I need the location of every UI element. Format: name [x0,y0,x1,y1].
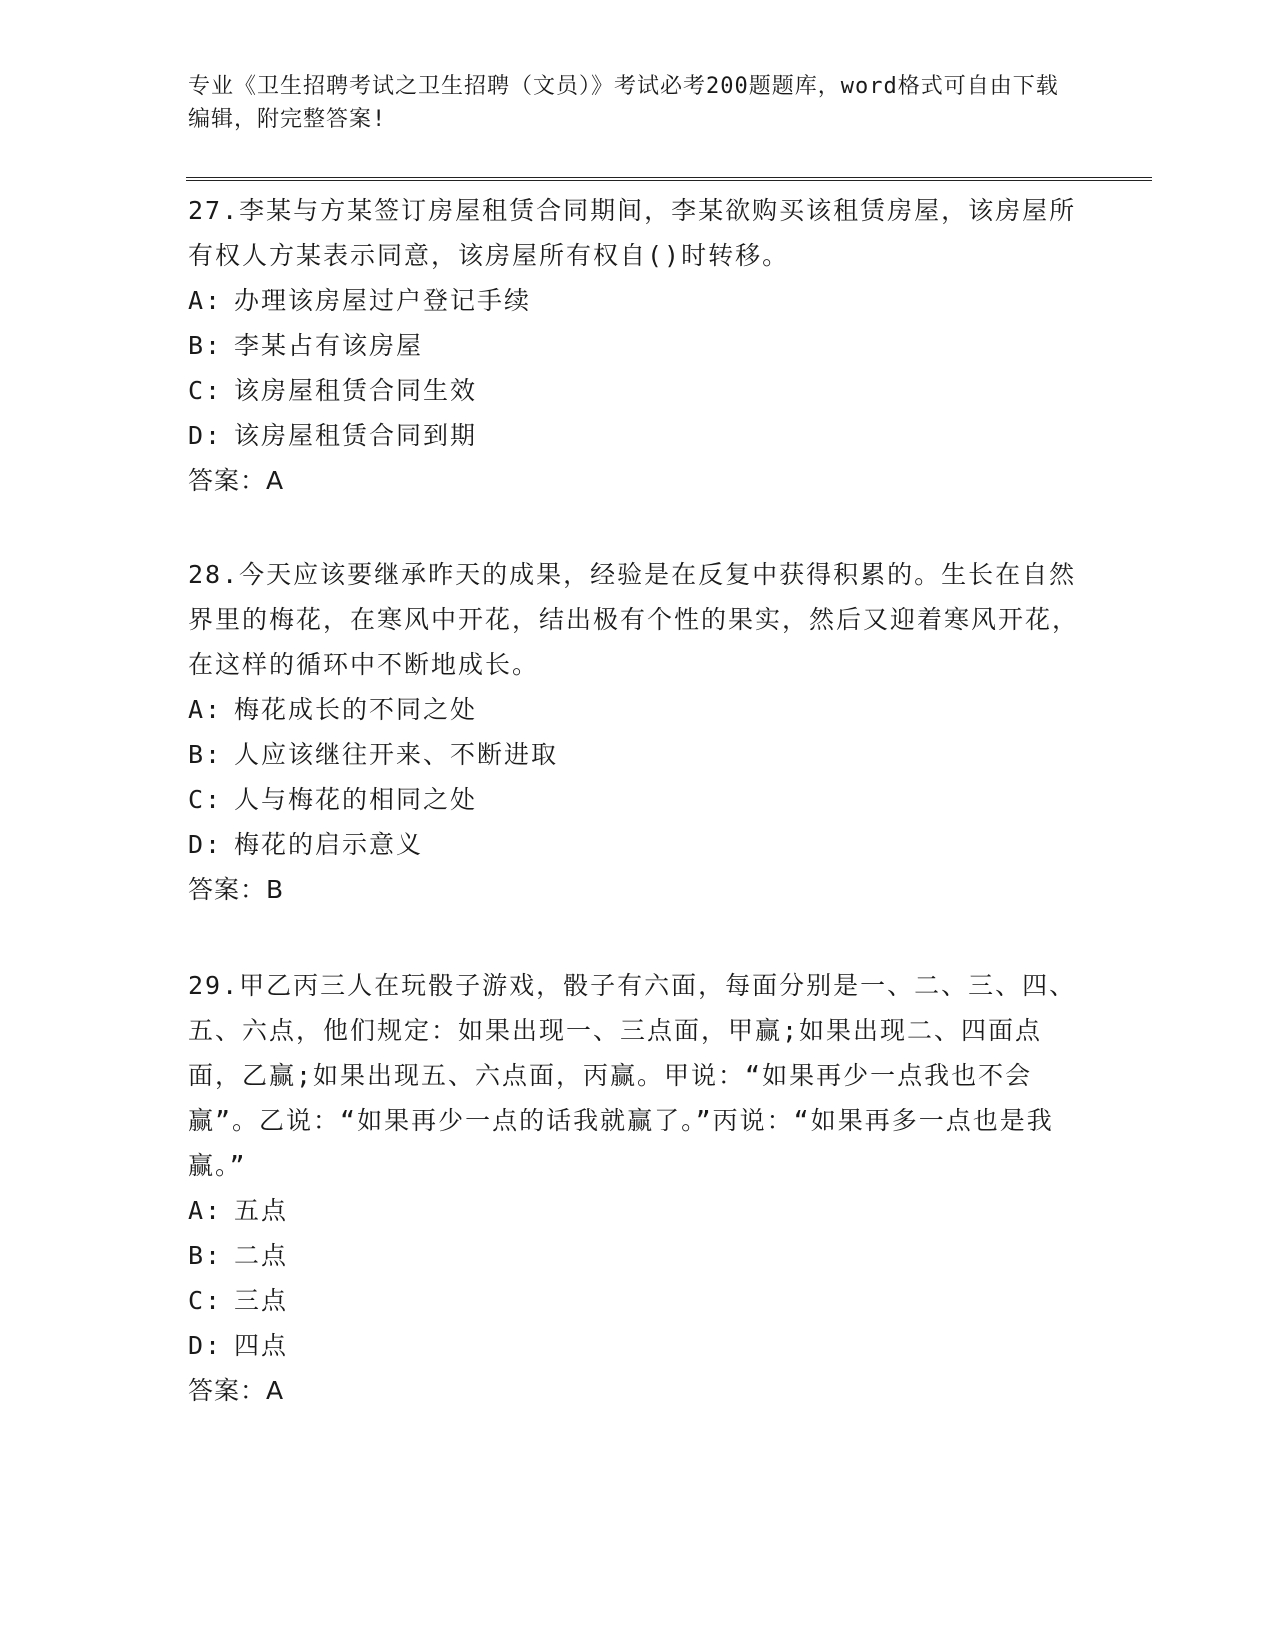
option-text: 人与梅花的相同之处 [234,785,478,814]
option-c [188,777,1088,822]
option-key: C: [188,1286,223,1315]
option-key: B: [188,740,223,769]
option-d [188,1323,1088,1368]
question-27 [188,188,1088,503]
option-text: 办理该房屋过户登记手续 [234,286,532,315]
option-text: 三点 [234,1286,289,1315]
question-29 [188,963,1088,1413]
option-text: 二点 [234,1241,289,1270]
option-key: D: [188,421,223,450]
option-key: A: [188,1196,223,1225]
option-text: 梅花成长的不同之处 [234,695,478,724]
option-a [188,278,1088,323]
option-c [188,1278,1088,1323]
option-b [188,1233,1088,1278]
option-a [188,687,1088,732]
question-stem: 27.李某与方某签订房屋租赁合同期间，李某欲购买该租赁房屋，该房屋所有权人方某表示同意，该房屋所有权自()时转移。 [188,196,1077,270]
document-header: 专业《卫生招聘考试之卫生招聘（文员）》考试必考200题题库，word格式可自由下载编辑，附完整答案! [188,74,1059,132]
option-key: C: [188,376,223,405]
answer-line: 答案：A [188,1376,285,1405]
option-d [188,822,1088,867]
option-b [188,732,1088,777]
answer-line: 答案：A [188,466,285,495]
option-text: 该房屋租赁合同生效 [234,376,478,405]
question-stem: 28.今天应该要继承昨天的成果，经验是在反复中获得积累的。生长在自然界里的梅花，在寒风中开花，结出极有个性的果实，然后又迎着寒风开花，在这样的循环中不断地成长。 [188,560,1080,679]
option-c [188,368,1088,413]
option-text: 人应该继往开来、不断进取 [234,740,559,769]
option-text: 李某占有该房屋 [234,331,424,360]
option-text: 四点 [234,1331,289,1360]
option-text: 梅花的启示意义 [234,830,424,859]
option-key: C: [188,785,223,814]
option-a [188,1188,1088,1233]
option-key: D: [188,830,223,859]
option-text: 该房屋租赁合同到期 [234,421,478,450]
question-28 [188,552,1088,912]
option-key: B: [188,331,223,360]
option-b [188,323,1088,368]
option-text: 五点 [234,1196,289,1225]
option-d [188,413,1088,458]
question-stem: 29.甲乙丙三人在玩骰子游戏，骰子有六面，每面分别是一、二、三、四、五、六点，他们规定：如果出现一、三点面，甲赢;如果出现二、四面点面，乙赢;如果出现五、六点面，丙赢。甲说：“如果再少一点我也不会赢”。乙说：“如果再少一点的话我就赢了。”丙说：“如果再多一点也是我赢。” [188,971,1077,1180]
option-key: B: [188,1241,223,1270]
answer-line: 答案：B [188,875,285,904]
option-key: A: [188,286,223,315]
option-key: A: [188,695,223,724]
header-double-rule [186,177,1152,181]
option-key: D: [188,1331,223,1360]
